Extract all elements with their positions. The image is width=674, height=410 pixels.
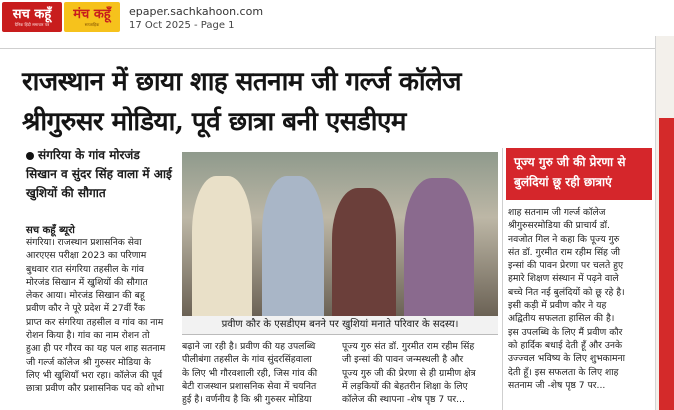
article-column-1 bbox=[26, 236, 176, 396]
bullet-icon bbox=[26, 152, 34, 160]
edition-date: 17 Oct 2025 - Page 1 bbox=[129, 20, 235, 31]
next-page-red-banner bbox=[659, 118, 674, 410]
article-column-2 bbox=[182, 340, 332, 406]
text-line: मोरजंड सिखान में खुशियों की सौगात bbox=[26, 276, 148, 288]
text-line: शाह सतनाम जी गर्ल्ज कॉलेज bbox=[508, 207, 606, 218]
sachkahoon-logo[interactable] bbox=[2, 2, 62, 32]
text-line: बेटी राजस्थान प्रशासनिक सेवा में चयनित bbox=[182, 380, 317, 392]
logo2-main-text: मंच कहूँ bbox=[73, 6, 111, 22]
logo2-sub-text: साप्ताहिक bbox=[84, 21, 100, 27]
text-line: के लिए भी गौरवशाली रही, जिस गांव की bbox=[182, 367, 318, 379]
page-headline bbox=[22, 62, 662, 142]
text-line: हुई है। वर्णनीय है कि श्री गुरुसर मोडिया bbox=[182, 394, 312, 406]
masthead bbox=[0, 0, 674, 36]
text-line: प्राप्त कर संगरिया तहसील व गांव का नाम bbox=[26, 316, 164, 328]
logo-sub-text: दैनिक हिंदी समाचार पत्र bbox=[14, 21, 50, 27]
article-column-3 bbox=[342, 340, 494, 406]
column-divider bbox=[502, 148, 503, 410]
text-line: को हार्दिक बधाई देती हूँ और उनके bbox=[508, 339, 623, 351]
text-line: आरएएस परीक्षा 2023 का परिणाम bbox=[26, 250, 147, 262]
manch-logo[interactable] bbox=[64, 2, 120, 32]
text-line: इन्सां की पावन प्रेरणा पर चलते हुए bbox=[508, 260, 624, 272]
sidebox-body bbox=[508, 206, 652, 392]
text-line: बुधवार रात संगरिया तहसील के गांव bbox=[26, 263, 144, 275]
text-line: संत डॉ. गुरमीत राम रहीम सिंह जी bbox=[508, 246, 621, 258]
text-line: बच्चे नित नई बुलंदियों को छू रहे है। bbox=[508, 286, 625, 298]
text-line: छात्रा प्रवीण कौर प्रशासनिक पद को शोभा bbox=[26, 383, 164, 395]
text-line: में लड़कियों की बेहतरीन शिक्षा के लिए bbox=[342, 380, 468, 392]
text-line: लिए भी खुशियाँ भरा रहा। कॉलेज की पूर्व bbox=[26, 369, 163, 381]
site-url[interactable]: epaper.sachkahoon.com bbox=[129, 5, 264, 18]
text-line: रोशन किया है। गांव का नाम रोशन तो bbox=[26, 330, 150, 342]
photo-caption: प्रवीण कौर के एसडीएम बनने पर खुशियां मनाते परिवार के सदस्य। bbox=[182, 316, 498, 335]
text-line: पूज्य गुरु संत डॉ. गुरमीत राम रहीम सिंह bbox=[342, 341, 475, 352]
family-photo bbox=[182, 152, 498, 316]
subheading bbox=[26, 146, 174, 203]
header-divider bbox=[0, 48, 655, 49]
logo-main-text: सच कहूँ bbox=[12, 6, 52, 22]
text-line: इस उपलब्धि के लिए मैं प्रवीण कौर bbox=[508, 326, 623, 338]
byline: सच कहूँ ब्यूरो bbox=[26, 225, 75, 236]
text-line: कॉलेज की स्थापना -शेष पृष्ठ 7 पर... bbox=[342, 394, 465, 406]
text-line: जी गर्ल्ज कॉलेज श्री गुरुसर मोडिया के bbox=[26, 356, 151, 368]
text-line: संगरिया। राजस्थान प्रशासनिक सेवा bbox=[26, 237, 142, 248]
headline-line-2: श्रीगुरुसर मोडिया, पूर्व छात्रा बनी एसडीएम bbox=[22, 107, 406, 137]
text-line: हमारे शिक्षण संस्थान में पढ़ने वाले bbox=[508, 273, 619, 285]
text-line: बढ़ाने जा रही है। प्रवीण की यह उपलब्धि bbox=[182, 341, 316, 352]
text-line: हुआ ही पर गौरव का यह पल शाह सतनाम bbox=[26, 343, 166, 355]
sidebox-title: पूज्य गुरु जी की प्रेरणा से बुलंदियां छू रही छात्राएं bbox=[506, 148, 652, 200]
headline-line-1: राजस्थान में छाया शाह सतनाम जी गर्ल्ज कॉलेज bbox=[22, 67, 462, 97]
text-line: श्रीगुरुसरमोडिया की प्राचार्य डॉ. bbox=[508, 220, 610, 232]
text-line: देती हूँ। इस सफलता के लिए शाह bbox=[508, 366, 619, 378]
text-line: लेकर आया। मोरजंड सिखान की बहू bbox=[26, 290, 145, 302]
text-line: उज्ज्वल भविष्य के लिए शुभकामना bbox=[508, 353, 625, 365]
subheading-text: संगरिया के गांव मोरजंड सिखान व सुंदर सिंह वाला में आई खुशियों की सौगात bbox=[26, 148, 172, 200]
text-line: नवजोत गिल ने कहा कि पूज्य गुरु bbox=[508, 233, 620, 245]
text-line: प्रवीण कौर ने पूरे प्रदेश में 27वीं रैंक bbox=[26, 303, 145, 315]
text-line: अद्वितीय सफलता हासिल की है। bbox=[508, 313, 615, 325]
text-line: पीलीबंगा तहसील के गांव सुंदरसिंहवाला bbox=[182, 354, 312, 366]
text-line: पूज्य गुरु जी की प्रेरणा से ही ग्रामीण क्षेत्र bbox=[342, 367, 476, 379]
text-line: इसी कड़ी में प्रवीण कौर ने यह bbox=[508, 300, 607, 312]
text-line: जी इन्सां की पावन जन्मस्थली है और bbox=[342, 354, 464, 366]
text-line: सतनाम जी -शेष पृष्ठ 7 पर... bbox=[508, 379, 606, 391]
